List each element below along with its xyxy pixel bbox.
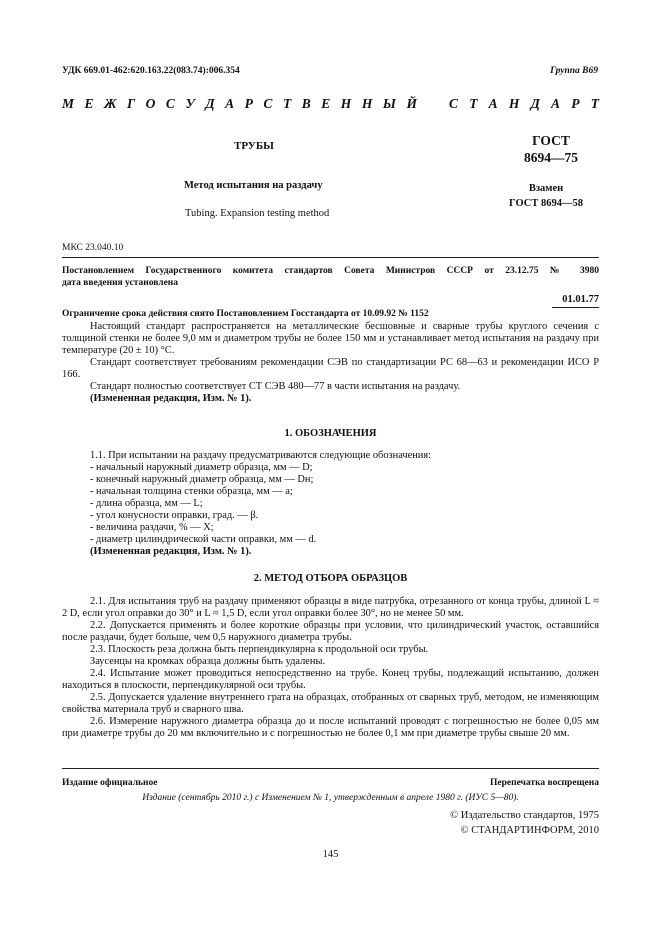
udc-code: УДК 669.01-462:620.163.22(083.74):006.354 <box>62 66 240 76</box>
banner-letter: О <box>145 96 156 111</box>
clause-paragraph: 2.5. Допускается удаление внутреннего грата на образцах, отобранных от сварных труб, методом, не изменяющим свойства материала труб и сварного шва. <box>62 692 599 715</box>
banner-letter: С <box>449 96 459 111</box>
clause-paragraph: 2.6. Измерение наружного диаметра образца до и после испытаний проводят с погрешностью не более 0,05 мм при диаметре трубы до 20 мм включительно и с погрешностью не более 0,1 мм при диаметре трубы свыше 20 мм. <box>62 716 599 739</box>
banner-letter: Й <box>406 96 417 111</box>
banner-letter: Т <box>469 96 478 111</box>
banner-letter: С <box>263 96 273 111</box>
banner-letter: Н <box>361 96 373 111</box>
document-subtitle: Метод испытания на раздачу <box>184 180 323 191</box>
gost-number: 8694—75 <box>524 150 578 165</box>
designation-item: - диаметр цилиндрической части оправки, мм — d. <box>90 534 317 545</box>
banner-letter: У <box>185 96 195 111</box>
amendment-note: (Измененная редакция, Изм. № 1). <box>90 546 252 557</box>
section-2-heading: 2. МЕТОД ОТБОРА ОБРАЗЦОВ <box>253 573 408 584</box>
banner-letter: А <box>225 96 235 111</box>
banner-word-standard <box>449 96 599 112</box>
document-title: ТРУБЫ <box>234 140 274 152</box>
mks-code: МКС 23.040.10 <box>62 243 124 253</box>
clause-paragraph: 2.4. Испытание может проводиться непосредственно на трубе. Конец трубы, подлежащий испытанию, должен находиться в плоскости, перпендикулярной оси трубы. <box>62 668 599 691</box>
clause-paragraph: Заусенцы на кромках образца должны быть удалены. <box>90 656 326 667</box>
gost-designation <box>496 132 606 166</box>
banner-letter: Р <box>571 96 580 111</box>
section-1-lead: 1.1. При испытании на раздачу предусматриваются следующие обозначения: <box>90 450 432 461</box>
replaced-gost: ГОСТ 8694—58 <box>509 198 583 209</box>
header-divider <box>62 257 599 258</box>
designation-item: - конечный наружный диаметр образца, мм — Dн; <box>90 474 314 485</box>
gost-label: ГОСТ <box>532 133 570 148</box>
banner-letter: М <box>62 96 75 111</box>
banner-letter: Е <box>84 96 94 111</box>
designation-item: - величина раздачи, % — X; <box>90 522 214 533</box>
page-number: 145 <box>322 849 339 860</box>
group-code: Группа В69 <box>550 66 598 76</box>
effective-date: 01.01.77 <box>562 294 599 305</box>
decree-line-2: дата введения установлена <box>62 278 179 288</box>
english-title: Tubing. Expansion testing method <box>185 208 330 219</box>
intro-paragraph: Настоящий стандарт распространяется на металлические бесшовные и сварные трубы круглого сечения с толщиной стенки не более 9,0 мм и диаметром трубы не более 150 мм и устанавливает метод испытания на раздачу при температуре (20 ± 10) °С. <box>62 321 599 356</box>
designation-item: - длина образца, мм — L; <box>90 498 203 509</box>
reprint-prohibited-label: Перепечатка воспрещена <box>489 778 599 788</box>
limitation-note: Ограничение срока действия снято Постановлением Госстандарта от 10.09.92 № 1152 <box>62 309 429 319</box>
effective-date-underline <box>552 307 599 308</box>
amendment-note: (Измененная редакция, Изм. № 1). <box>90 393 252 404</box>
banner-letter: А <box>488 96 498 111</box>
banner-letter: Г <box>126 96 136 111</box>
edition-history: Издание (сентябрь 2010 г.) с Изменением № 1, утвержденным в апреле 1980 г. (ИУС 5—80). <box>142 793 519 803</box>
banner-letter: Р <box>244 96 253 111</box>
banner-letter: Т <box>590 96 599 111</box>
banner-word-interstate <box>62 96 417 112</box>
introduction <box>62 321 599 405</box>
banner-letter: Ы <box>382 96 396 111</box>
section-1-heading: 1. ОБОЗНАЧЕНИЯ <box>284 428 377 439</box>
banner-letter: Т <box>282 96 292 111</box>
copyright-line: © Издательство стандартов, 1975 <box>450 810 599 821</box>
clause-paragraph: 2.2. Допускается применять и более короткие образцы при условии, что цилиндрический участок, оставшийся после раздачи, будет больше, чем 0,5 наружного диаметра трубы. <box>62 620 599 643</box>
official-edition-label: Издание официальное <box>62 778 158 788</box>
banner-letter: Д <box>205 96 215 111</box>
copyright-line: © СТАНДАРТИНФОРМ, 2010 <box>460 825 599 836</box>
banner-letter: А <box>551 96 561 111</box>
banner-letter: В <box>301 96 311 111</box>
banner-letter: Ж <box>104 96 117 111</box>
designation-item: - угол конусности оправки, град. — β. <box>90 510 259 521</box>
banner-letter: Е <box>321 96 331 111</box>
section-1-body <box>62 450 599 558</box>
interstate-standard-banner <box>62 96 599 112</box>
banner-letter: Н <box>340 96 352 111</box>
intro-paragraph: Стандарт полностью соответствует СТ СЭВ 480—77 в части испытания на раздачу. <box>90 381 461 392</box>
clause-paragraph: 2.1. Для испытания труб на раздачу применяют образцы в виде патрубка, отрезанного от конца трубы, длиной L ≈ 2 D, если угол оправки до 30° и L ≈ 1,5 D, если угол оправки более 30°, но не менее 50 мм. <box>62 596 599 619</box>
intro-paragraph: Стандарт соответствует требованиям рекомендации СЭВ по стандартизации РС 68—63 и рекомендации ИСО Р 166. <box>62 357 599 380</box>
section-2-body <box>62 596 599 740</box>
decree-line: Постановлением Государственного комитета стандартов Совета Министров СССР от 23.12.75 № 3980 <box>62 266 599 276</box>
banner-letter: Н <box>508 96 520 111</box>
replace-label: Взамен <box>528 183 564 194</box>
banner-letter: Д <box>530 96 540 111</box>
designation-item: - начальная толщина стенки образца, мм — а; <box>90 486 293 497</box>
banner-letter: С <box>165 96 175 111</box>
clause-paragraph: 2.3. Плоскость реза должна быть перпендикулярна к продольной оси трубы. <box>90 644 429 655</box>
replaces-block <box>486 181 606 211</box>
footer-divider <box>62 768 599 769</box>
designation-item: - начальный наружный диаметр образца, мм — D; <box>90 462 313 473</box>
